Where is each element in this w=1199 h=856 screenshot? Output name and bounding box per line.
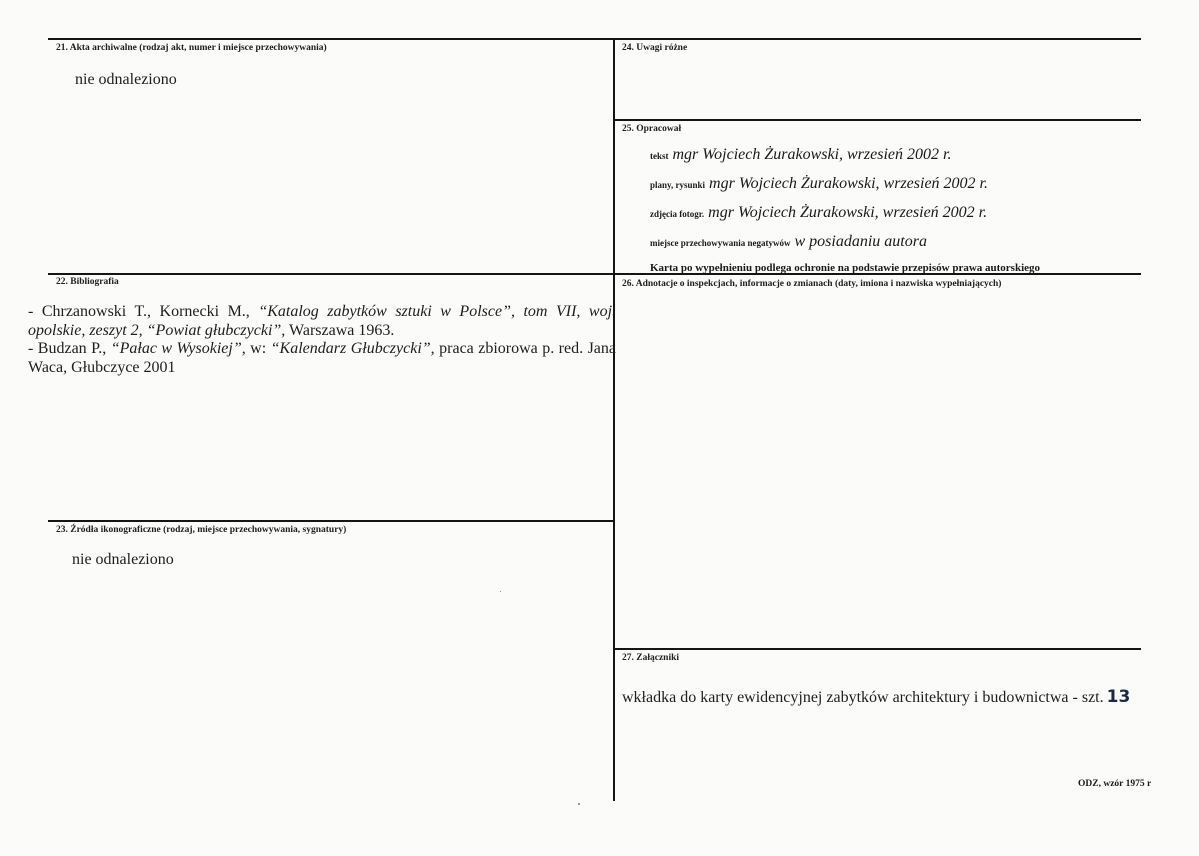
rule-24-25 (614, 119, 1141, 121)
copyright-note: Karta po wypełnieniu podlega ochronie na podstawie przepisów prawa autorskiego (650, 262, 1041, 274)
bibliography-entry: - Chrzanowski T., Kornecki M., “Katalog zabytków sztuki w Polsce”, tom VII, woj. opolskie, zeszyt 2, “Powiat głubczycki”, Warszawa 1963. (28, 303, 617, 339)
scan-speck (500, 591, 501, 592)
bibliography-entry: - Budzan P., “Pałac w Wysokiej”, w: “Kalendarz Głubczycki”, praca zbiorowa p. red. Jana Waca, Głubczyce 2001 (28, 340, 617, 376)
author-photos-row (650, 204, 987, 222)
section-25-label: 25. Opracował (622, 124, 682, 134)
attachments-count: 13 (1106, 687, 1131, 707)
rule-26-27 (614, 648, 1141, 650)
section-22-label: 22. Bibliografia (56, 277, 119, 287)
bibliography-title: “Katalog zabytków sztuki w Polsce”, tom VII, woj. opolskie, zeszyt 2, “Powiat głubczycki”, (28, 303, 617, 339)
section-24-label: 24. Uwagi różne (622, 43, 688, 53)
negatives-location-label: miejsce przechowywania negatywów (650, 238, 791, 248)
bibliography-title: “Kalendarz Głubczycki”, (270, 340, 435, 357)
section-23-label: 23. Źródła ikonograficzne (rodzaj, miejsce przechowywania, sygnatury) (56, 525, 347, 535)
top-rule (48, 38, 1141, 40)
author-drawings-label: plany, rysunki (650, 180, 706, 190)
attachments-text: wkładka do karty ewidencyjnej zabytków architektury i budownictwa - szt. (622, 689, 1104, 706)
attachments-value (622, 688, 1130, 707)
author-text-row (650, 146, 951, 164)
author-text-value: mgr Wojciech Żurakowski, wrzesień 2002 r. (672, 146, 952, 163)
bibliography-list (28, 303, 616, 377)
rule-22-23 (48, 520, 614, 522)
form-code: ODZ, wzór 1975 r (1078, 779, 1152, 789)
scan-speck (578, 803, 580, 805)
bibliography-title: “Pałac w Wysokiej”, (110, 340, 246, 357)
section-27-label: 27. Załączniki (622, 653, 680, 663)
author-photos-value: mgr Wojciech Żurakowski, wrzesień 2002 r. (708, 204, 988, 221)
section-23-value: nie odnaleziono (72, 551, 174, 568)
author-photos-label: zdjęcia fotogr. (650, 209, 705, 219)
author-text-label: tekst (650, 151, 669, 161)
section-21-label: 21. Akta archiwalne (rodzaj akt, numer i miejsce przechowywania) (56, 43, 327, 53)
center-divider (613, 38, 615, 801)
negatives-location-value: w posiadaniu autora (794, 233, 927, 250)
author-drawings-value: mgr Wojciech Żurakowski, wrzesień 2002 r. (709, 175, 988, 192)
author-drawings-row (650, 175, 988, 193)
negatives-location-row (650, 233, 927, 251)
section-21-value: nie odnaleziono (75, 71, 177, 88)
section-26-label: 26. Adnotacje o inspekcjach, informacje o zmianach (daty, imiona i nazwiska wypełniających) (622, 279, 1002, 289)
